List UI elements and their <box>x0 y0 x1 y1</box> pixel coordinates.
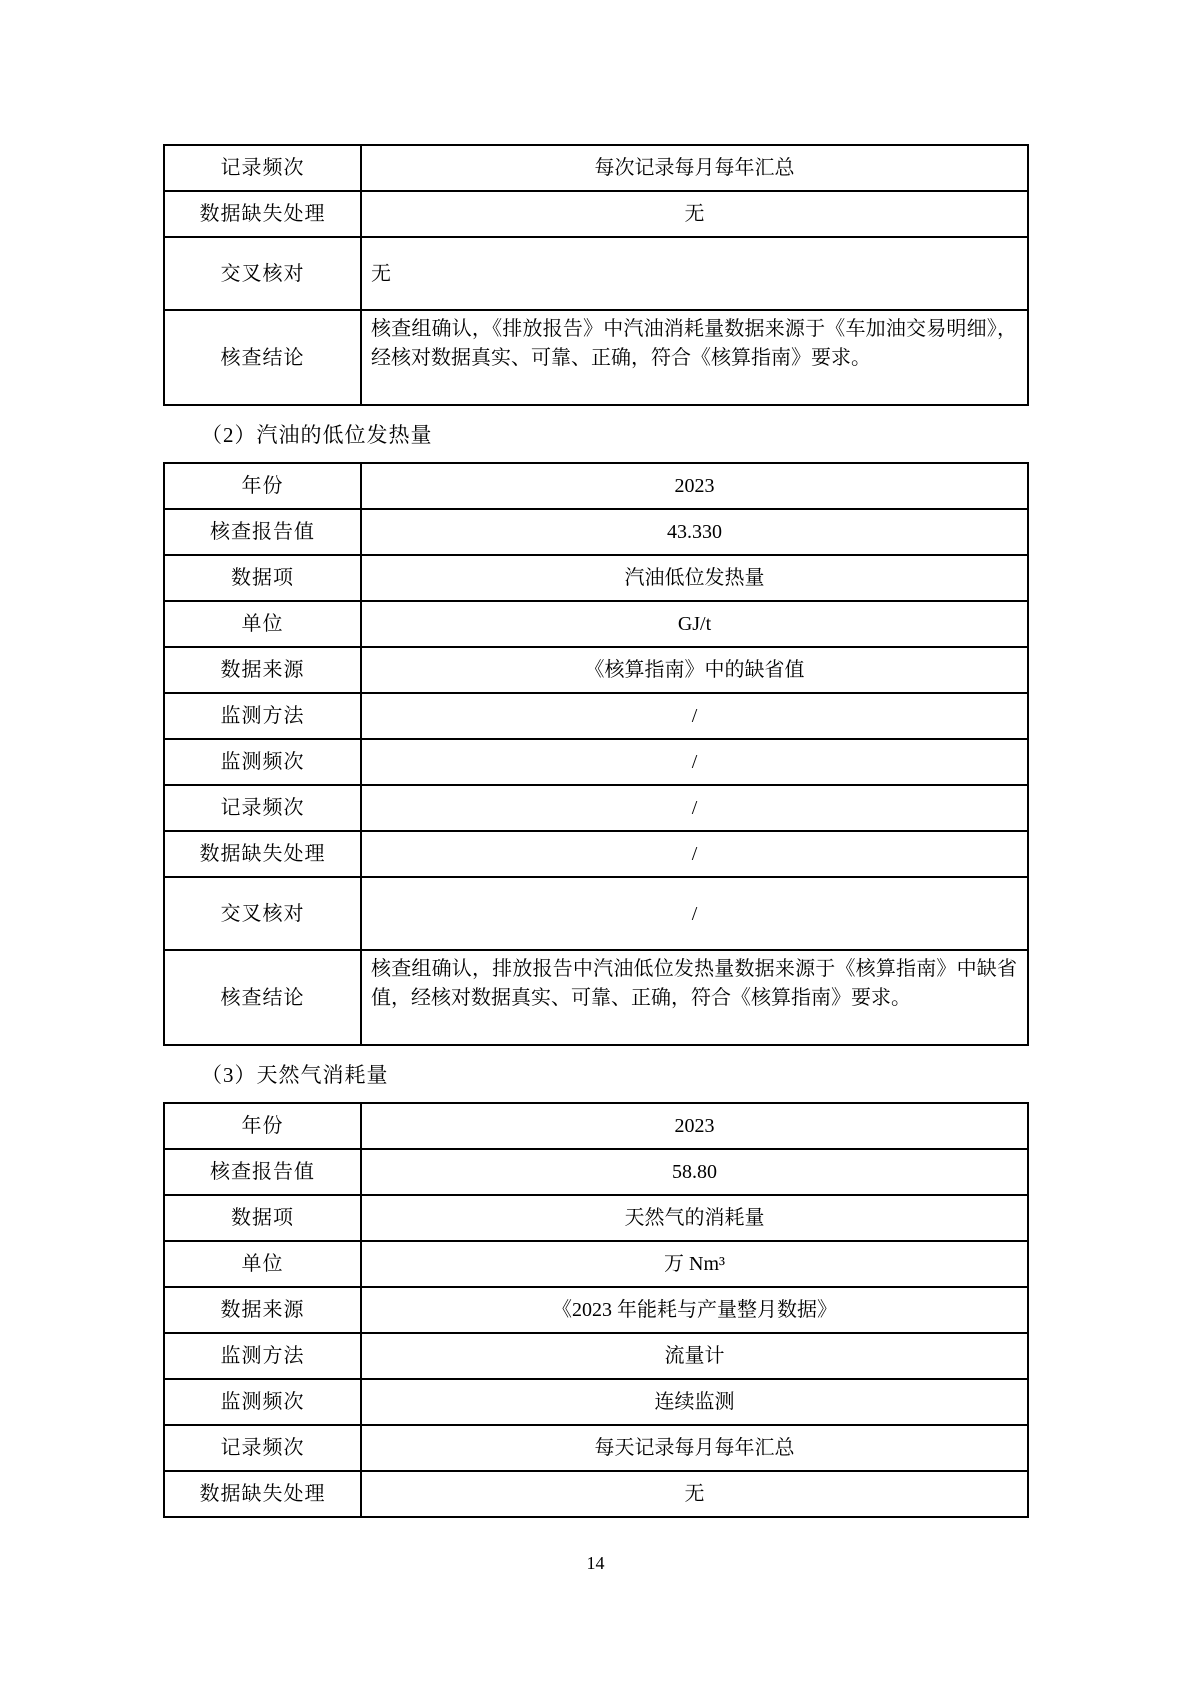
row-label: 年份 <box>164 463 361 509</box>
row-label: 核查结论 <box>164 950 361 1045</box>
table-row <box>164 1379 1028 1425</box>
row-value: 天然气的消耗量 <box>361 1195 1028 1241</box>
table-row <box>164 1195 1028 1241</box>
row-label: 监测方法 <box>164 693 361 739</box>
row-label: 数据来源 <box>164 647 361 693</box>
row-value: 连续监测 <box>361 1379 1028 1425</box>
row-value: 2023 <box>361 1103 1028 1149</box>
row-value: 核查组确认，《排放报告》中汽油消耗量数据来源于《车加油交易明细》，经核对数据真实、可靠、正确，符合《核算指南》要求。 <box>361 310 1028 405</box>
row-value: 流量计 <box>361 1333 1028 1379</box>
row-value: 核查组确认，排放报告中汽油低位发热量数据来源于《核算指南》中缺省值，经核对数据真实、可靠、正确，符合《核算指南》要求。 <box>361 950 1028 1045</box>
section-heading-gasoline-heating-value: （2）汽油的低位发热量 <box>201 423 433 447</box>
table-row <box>164 237 1028 310</box>
table-row <box>164 831 1028 877</box>
row-value: 《核算指南》中的缺省值 <box>361 647 1028 693</box>
row-value: / <box>361 877 1028 950</box>
table-row <box>164 693 1028 739</box>
table-gasoline-consumption-checks <box>163 144 1029 406</box>
table-row <box>164 785 1028 831</box>
row-label: 数据缺失处理 <box>164 191 361 237</box>
table-row <box>164 950 1028 1045</box>
row-value: 无 <box>361 1471 1028 1517</box>
row-value: 无 <box>361 237 1028 310</box>
row-value: / <box>361 831 1028 877</box>
row-value: / <box>361 693 1028 739</box>
table-natural-gas-consumption <box>163 1102 1029 1518</box>
row-label: 交叉核对 <box>164 237 361 310</box>
row-value: 每次记录每月每年汇总 <box>361 145 1028 191</box>
table-row <box>164 877 1028 950</box>
table-row <box>164 191 1028 237</box>
row-value: 无 <box>361 191 1028 237</box>
row-label: 监测频次 <box>164 1379 361 1425</box>
row-label: 数据项 <box>164 1195 361 1241</box>
row-label: 年份 <box>164 1103 361 1149</box>
row-label: 记录频次 <box>164 145 361 191</box>
row-label: 单位 <box>164 601 361 647</box>
section-heading-natural-gas-consumption: （3）天然气消耗量 <box>201 1063 389 1087</box>
table-row <box>164 145 1028 191</box>
row-label: 数据缺失处理 <box>164 831 361 877</box>
table-row <box>164 601 1028 647</box>
table-row <box>164 739 1028 785</box>
row-value: 《2023 年能耗与产量整月数据》 <box>361 1287 1028 1333</box>
row-label: 数据缺失处理 <box>164 1471 361 1517</box>
row-label: 核查报告值 <box>164 1149 361 1195</box>
table-row <box>164 310 1028 405</box>
row-label: 核查报告值 <box>164 509 361 555</box>
table-row <box>164 1471 1028 1517</box>
row-value: 汽油低位发热量 <box>361 555 1028 601</box>
row-label: 交叉核对 <box>164 877 361 950</box>
row-value: 2023 <box>361 463 1028 509</box>
table-row <box>164 1333 1028 1379</box>
table-gasoline-heating-value <box>163 462 1029 1046</box>
row-label: 记录频次 <box>164 1425 361 1471</box>
table-row <box>164 509 1028 555</box>
row-value: / <box>361 785 1028 831</box>
row-value: 43.330 <box>361 509 1028 555</box>
row-label: 监测频次 <box>164 739 361 785</box>
page-number: 14 <box>586 1553 605 1573</box>
row-value: 每天记录每月每年汇总 <box>361 1425 1028 1471</box>
row-value: / <box>361 739 1028 785</box>
table-row <box>164 1103 1028 1149</box>
table-row <box>164 463 1028 509</box>
row-label: 记录频次 <box>164 785 361 831</box>
row-label: 核查结论 <box>164 310 361 405</box>
row-label: 监测方法 <box>164 1333 361 1379</box>
row-value: 58.80 <box>361 1149 1028 1195</box>
row-label: 数据来源 <box>164 1287 361 1333</box>
row-label: 单位 <box>164 1241 361 1287</box>
table-row <box>164 647 1028 693</box>
row-label: 数据项 <box>164 555 361 601</box>
row-value: GJ/t <box>361 601 1028 647</box>
table-row <box>164 555 1028 601</box>
table-row <box>164 1241 1028 1287</box>
table-row <box>164 1149 1028 1195</box>
table-row <box>164 1287 1028 1333</box>
table-row <box>164 1425 1028 1471</box>
row-value: 万 Nm³ <box>361 1241 1028 1287</box>
